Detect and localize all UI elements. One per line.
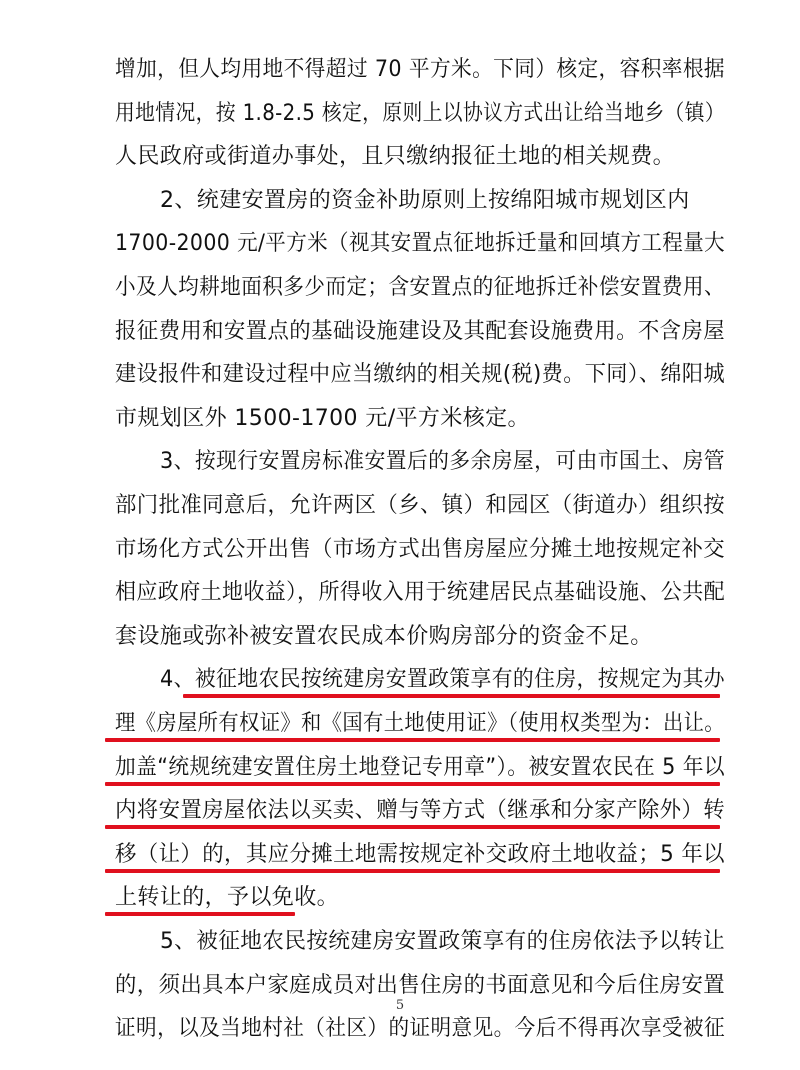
red-underline [105,825,720,829]
line-text: 移（让）的，其应分摊土地需按规定补交政府土地收益；5 年以 [115,841,725,867]
line-text: 小及人均耕地面积多少而定；含安置点的征地拆迁补偿安置费用、 [115,275,725,300]
text-line [0,482,800,530]
line-text: 内将安置房屋依法以买卖、赠与等方式（继承和分家产除外）转 [115,798,726,824]
line-text: 2、统建安置房的资金补助原则上按绵阳城市规划区内 [160,187,690,213]
text-line [0,308,800,356]
line-text: 加盖“统规统建安置住房土地登记专用章”）。被安置农民在 5 年以 [115,754,725,780]
text-line [0,438,800,486]
line-text: 报征费用和安置点的基础设施建设及其配套设施费用。不含房屋 [115,318,726,344]
red-underline [105,869,720,873]
line-text: 的，须出具本户家庭成员对出售住房的书面意见和今后住房安置 [115,972,726,998]
text-line [0,613,800,661]
page-number: 5 [395,998,405,1013]
line-text: 相应政府土地收益），所得收入用于统建居民点基础设施、公共配 [115,580,725,606]
line-text: 部门批准同意后，允许两区（乡、镇）和园区（街道办）组织按 [115,493,726,518]
line-text: 增加，但人均用地不得超过 70 平方米。下同）核定，容积率根据 [115,57,726,82]
red-underline [105,782,720,786]
text-line [0,133,800,181]
text-line [0,526,800,574]
text-line [0,46,800,94]
text-line [0,177,800,225]
line-text: 人民政府或街道办事处，且只缴纳报征土地的相关规费。 [115,144,676,170]
line-text: 1700-2000 元/平方米（视其安置点征地拆迁量和回填方工程量大 [115,231,725,257]
text-line [0,569,800,617]
text-line [0,220,800,268]
line-text: 套设施或弥补被安置农民成本价购房部分的资金不足。 [115,623,653,649]
text-line [0,351,800,399]
text-line [0,90,800,138]
line-text: 市规划区外 1500-1700 元/平方米核定。 [115,405,530,431]
red-underline [183,694,720,698]
line-text: 理《房屋所有权证》和《国有土地使用证》（使用权类型为：出让。 [115,711,725,736]
line-text: 3、按现行安置房标准安置后的多余房屋，可由市国土、房管 [160,449,726,475]
line-text: 4、被征地农民按统建房安置政策享有的住房，按规定为其办 [160,667,726,693]
red-underline [105,912,295,916]
line-text: 建设报件和建设过程中应当缴纳的相关规(税)费。下同）、绵阳城 [115,362,726,388]
text-line [0,918,800,966]
red-underline [105,738,720,742]
line-text: 证明，以及当地村社（社区）的证明意见。今后不得再次享受被征 [115,1016,725,1042]
text-line [0,264,800,312]
line-text: 上转让的，予以免收。 [115,885,340,911]
line-text: 市场化方式公开出售（市场方式出售房屋应分摊土地按规定补交 [115,536,726,562]
line-text: 用地情况，按 1.8-2.5 核定，原则上以协议方式出让给当地乡（镇） [115,100,725,126]
line-text: 5、被征地农民按统建房安置政策享有的住房依法予以转让 [160,929,725,954]
text-line [0,395,800,443]
